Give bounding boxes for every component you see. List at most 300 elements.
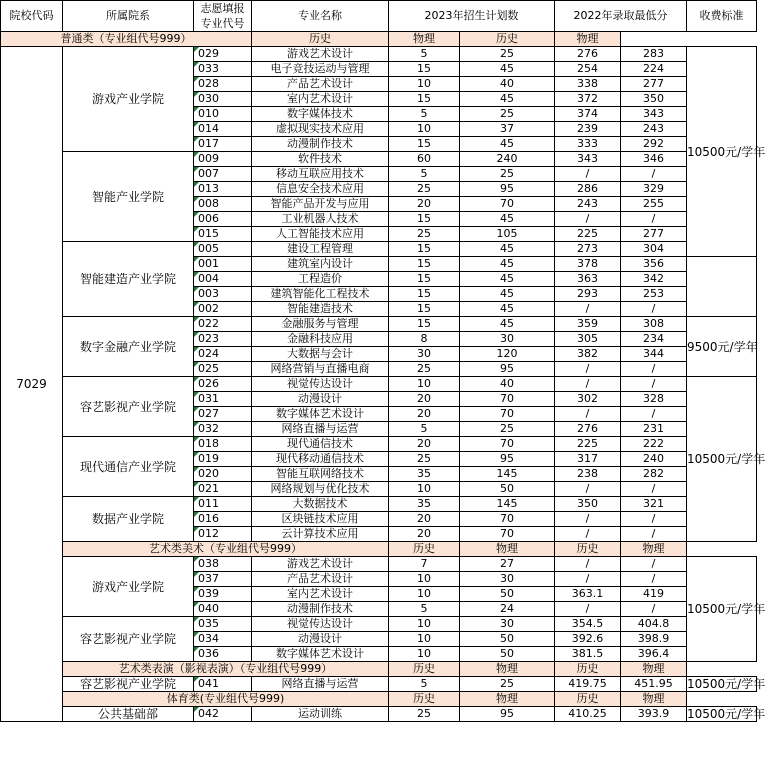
min-score-physics-2022: 255: [621, 197, 687, 212]
min-score-history-2022: /: [555, 527, 621, 542]
major-name: 信息安全技术应用: [252, 182, 389, 197]
min-score-history-2022: 338: [555, 77, 621, 92]
min-score-history-2022: 350: [555, 497, 621, 512]
major-name: 软件技术: [252, 152, 389, 167]
major-name: 室内艺术设计: [252, 587, 389, 602]
college-name: 智能产业学院: [63, 152, 194, 242]
plan-history-2023: 5: [389, 422, 460, 437]
plan-physics-2023: 30: [460, 617, 555, 632]
min-score-physics-2022: /: [621, 302, 687, 317]
plan-history-2023: 15: [389, 137, 460, 152]
major-code: 029: [194, 47, 252, 62]
min-score-physics-2022: 404.8: [621, 617, 687, 632]
major-code: 042: [194, 707, 252, 722]
major-code: 041: [194, 677, 252, 692]
subheader-physics: 物理: [621, 542, 687, 557]
major-code: 027: [194, 407, 252, 422]
header-major-code: [194, 1, 252, 32]
major-name: 网络直播与运营: [252, 422, 389, 437]
min-score-physics-2022: 346: [621, 152, 687, 167]
min-score-physics-2022: 329: [621, 182, 687, 197]
college-name: 容艺影视产业学院: [63, 617, 194, 662]
min-score-physics-2022: 396.4: [621, 647, 687, 662]
major-name: 工业机器人技术: [252, 212, 389, 227]
min-score-history-2022: 381.5: [555, 647, 621, 662]
plan-physics-2023: 45: [460, 92, 555, 107]
college-name: 容艺影视产业学院: [63, 377, 194, 437]
header-min-score-2022: 2022年录取最低分: [555, 1, 687, 32]
min-score-physics-2022: 393.9: [621, 707, 687, 722]
min-score-physics-2022: 451.95: [621, 677, 687, 692]
min-score-physics-2022: 308: [621, 317, 687, 332]
min-score-physics-2022: 283: [621, 47, 687, 62]
min-score-history-2022: /: [555, 362, 621, 377]
plan-physics-2023: 95: [460, 452, 555, 467]
table-row: [1, 677, 757, 692]
subheader-physics: 物理: [555, 32, 621, 47]
header-major-code-line1: 志愿填报: [200, 2, 245, 15]
plan-physics-2023: 70: [460, 512, 555, 527]
major-code: 003: [194, 287, 252, 302]
min-score-physics-2022: /: [621, 602, 687, 617]
plan-physics-2023: 95: [460, 182, 555, 197]
plan-physics-2023: 45: [460, 302, 555, 317]
major-name: 网络营销与直播电商: [252, 362, 389, 377]
min-score-history-2022: 238: [555, 467, 621, 482]
plan-history-2023: 5: [389, 107, 460, 122]
plan-physics-2023: 45: [460, 62, 555, 77]
major-name: 产品艺术设计: [252, 572, 389, 587]
plan-history-2023: 7: [389, 557, 460, 572]
plan-physics-2023: 24: [460, 602, 555, 617]
plan-physics-2023: 27: [460, 557, 555, 572]
plan-history-2023: 10: [389, 587, 460, 602]
college-name: 游戏产业学院: [63, 47, 194, 152]
major-name: 虚拟现实技术应用: [252, 122, 389, 137]
section-title: 艺术类美术（专业组代号999）: [63, 542, 389, 557]
min-score-history-2022: 254: [555, 62, 621, 77]
tuition-fee: 9500元/学年: [687, 317, 757, 377]
plan-history-2023: 8: [389, 332, 460, 347]
section-title: 普通类（专业组代号999）: [1, 32, 252, 47]
major-name: 网络规划与优化技术: [252, 482, 389, 497]
major-code: 030: [194, 92, 252, 107]
plan-physics-2023: 70: [460, 437, 555, 452]
major-code: 037: [194, 572, 252, 587]
plan-history-2023: 60: [389, 152, 460, 167]
plan-history-2023: 15: [389, 62, 460, 77]
plan-physics-2023: 105: [460, 227, 555, 242]
tuition-fee: 10500元/学年: [687, 557, 757, 662]
min-score-physics-2022: /: [621, 512, 687, 527]
min-score-history-2022: /: [555, 302, 621, 317]
header-plan-2023: 2023年招生计划数: [389, 1, 555, 32]
table-row: [1, 497, 757, 512]
min-score-history-2022: 333: [555, 137, 621, 152]
college-name: 公共基础部: [63, 707, 194, 722]
subheader-physics: 物理: [621, 692, 687, 707]
major-name: 游戏艺术设计: [252, 47, 389, 62]
subheader-history: 历史: [460, 32, 555, 47]
subheader-history: 历史: [252, 32, 389, 47]
subheader-history: 历史: [389, 692, 460, 707]
plan-history-2023: 35: [389, 467, 460, 482]
plan-history-2023: 20: [389, 527, 460, 542]
subheader-physics: 物理: [389, 32, 460, 47]
min-score-history-2022: /: [555, 377, 621, 392]
major-name: 产品艺术设计: [252, 77, 389, 92]
min-score-history-2022: 419.75: [555, 677, 621, 692]
subheader-history: 历史: [389, 542, 460, 557]
plan-history-2023: 25: [389, 362, 460, 377]
major-name: 智能建造技术: [252, 302, 389, 317]
subheader-history: 历史: [389, 662, 460, 677]
major-code: 038: [194, 557, 252, 572]
table-row: [1, 152, 757, 167]
header-fee: 收费标准: [687, 1, 757, 32]
min-score-physics-2022: 350: [621, 92, 687, 107]
min-score-physics-2022: 398.9: [621, 632, 687, 647]
major-code: 020: [194, 467, 252, 482]
plan-history-2023: 20: [389, 512, 460, 527]
plan-physics-2023: 40: [460, 377, 555, 392]
major-code: 010: [194, 107, 252, 122]
major-name: 智能产品开发与应用: [252, 197, 389, 212]
major-code: 002: [194, 302, 252, 317]
plan-physics-2023: 45: [460, 317, 555, 332]
major-name: 智能互联网络技术: [252, 467, 389, 482]
min-score-physics-2022: 277: [621, 77, 687, 92]
plan-history-2023: 5: [389, 602, 460, 617]
min-score-history-2022: 392.6: [555, 632, 621, 647]
table-row: [1, 707, 757, 722]
min-score-history-2022: 225: [555, 437, 621, 452]
plan-physics-2023: 240: [460, 152, 555, 167]
min-score-history-2022: 225: [555, 227, 621, 242]
min-score-history-2022: 354.5: [555, 617, 621, 632]
min-score-history-2022: 243: [555, 197, 621, 212]
major-name: 现代移动通信技术: [252, 452, 389, 467]
plan-history-2023: 10: [389, 632, 460, 647]
min-score-physics-2022: 342: [621, 272, 687, 287]
major-code: 039: [194, 587, 252, 602]
major-code: 015: [194, 227, 252, 242]
plan-physics-2023: 95: [460, 707, 555, 722]
min-score-physics-2022: 240: [621, 452, 687, 467]
major-name: 电子竞技运动与管理: [252, 62, 389, 77]
min-score-physics-2022: /: [621, 362, 687, 377]
major-code: 022: [194, 317, 252, 332]
major-code: 036: [194, 647, 252, 662]
min-score-physics-2022: 292: [621, 137, 687, 152]
plan-history-2023: 15: [389, 317, 460, 332]
section-header-row: [1, 32, 757, 47]
min-score-history-2022: /: [555, 602, 621, 617]
min-score-history-2022: 359: [555, 317, 621, 332]
major-code: 032: [194, 422, 252, 437]
plan-physics-2023: 50: [460, 647, 555, 662]
college-name: 智能建造产业学院: [63, 242, 194, 317]
table-row: [1, 557, 757, 572]
major-code: 009: [194, 152, 252, 167]
min-score-physics-2022: /: [621, 557, 687, 572]
plan-history-2023: 10: [389, 617, 460, 632]
plan-physics-2023: 50: [460, 587, 555, 602]
plan-history-2023: 10: [389, 647, 460, 662]
college-name: 现代通信产业学院: [63, 437, 194, 497]
min-score-physics-2022: 328: [621, 392, 687, 407]
major-code: 040: [194, 602, 252, 617]
table-row: [1, 317, 757, 332]
major-code: 019: [194, 452, 252, 467]
major-code: 001: [194, 257, 252, 272]
tuition-fee: 10500元/学年: [687, 707, 765, 721]
plan-history-2023: 10: [389, 572, 460, 587]
plan-history-2023: 5: [389, 167, 460, 182]
plan-history-2023: 25: [389, 227, 460, 242]
major-name: 建筑智能化工程技术: [252, 287, 389, 302]
major-name: 大数据与会计: [252, 347, 389, 362]
min-score-history-2022: 363: [555, 272, 621, 287]
major-code: 011: [194, 497, 252, 512]
major-name: 建设工程管理: [252, 242, 389, 257]
major-code: 033: [194, 62, 252, 77]
tuition-fee: 10500元/学年: [687, 377, 757, 542]
plan-physics-2023: 25: [460, 677, 555, 692]
plan-history-2023: 10: [389, 77, 460, 92]
plan-physics-2023: 25: [460, 167, 555, 182]
plan-physics-2023: 70: [460, 392, 555, 407]
plan-physics-2023: 45: [460, 272, 555, 287]
plan-physics-2023: 50: [460, 482, 555, 497]
plan-history-2023: 10: [389, 122, 460, 137]
min-score-history-2022: /: [555, 572, 621, 587]
major-code: 028: [194, 77, 252, 92]
plan-history-2023: 30: [389, 347, 460, 362]
plan-history-2023: 5: [389, 47, 460, 62]
table-row: [1, 242, 757, 257]
plan-physics-2023: 30: [460, 332, 555, 347]
major-code: 018: [194, 437, 252, 452]
major-name: 室内艺术设计: [252, 92, 389, 107]
min-score-physics-2022: 234: [621, 332, 687, 347]
major-code: 017: [194, 137, 252, 152]
plan-history-2023: 25: [389, 182, 460, 197]
min-score-physics-2022: 222: [621, 437, 687, 452]
min-score-history-2022: 286: [555, 182, 621, 197]
table-row: [1, 377, 757, 392]
min-score-history-2022: 239: [555, 122, 621, 137]
major-name: 大数据技术: [252, 497, 389, 512]
min-score-history-2022: /: [555, 407, 621, 422]
major-name: 动漫制作技术: [252, 602, 389, 617]
college-name: 游戏产业学院: [63, 557, 194, 617]
major-name: 工程造价: [252, 272, 389, 287]
min-score-physics-2022: /: [621, 482, 687, 497]
min-score-physics-2022: /: [621, 407, 687, 422]
min-score-physics-2022: 224: [621, 62, 687, 77]
plan-physics-2023: 45: [460, 242, 555, 257]
major-code: 004: [194, 272, 252, 287]
min-score-history-2022: 305: [555, 332, 621, 347]
major-code: 008: [194, 197, 252, 212]
min-score-physics-2022: /: [621, 527, 687, 542]
min-score-physics-2022: /: [621, 212, 687, 227]
min-score-history-2022: 293: [555, 287, 621, 302]
min-score-physics-2022: 231: [621, 422, 687, 437]
school-code: 7029: [1, 47, 63, 722]
major-code: 007: [194, 167, 252, 182]
major-name: 视觉传达设计: [252, 377, 389, 392]
plan-physics-2023: 145: [460, 497, 555, 512]
min-score-physics-2022: /: [621, 572, 687, 587]
plan-history-2023: 25: [389, 707, 460, 722]
plan-physics-2023: 70: [460, 407, 555, 422]
table-row: [1, 617, 757, 632]
plan-history-2023: 20: [389, 392, 460, 407]
plan-physics-2023: 70: [460, 527, 555, 542]
section-header-row: [1, 542, 757, 557]
min-score-history-2022: 372: [555, 92, 621, 107]
major-name: 金融服务与管理: [252, 317, 389, 332]
major-name: 动漫设计: [252, 392, 389, 407]
major-code: 014: [194, 122, 252, 137]
major-code: 023: [194, 332, 252, 347]
plan-history-2023: 15: [389, 92, 460, 107]
major-code: 006: [194, 212, 252, 227]
major-code: 031: [194, 392, 252, 407]
plan-physics-2023: 145: [460, 467, 555, 482]
major-code: 012: [194, 527, 252, 542]
major-name: 数字媒体技术: [252, 107, 389, 122]
min-score-history-2022: /: [555, 167, 621, 182]
major-code: 034: [194, 632, 252, 647]
min-score-physics-2022: 344: [621, 347, 687, 362]
min-score-physics-2022: 282: [621, 467, 687, 482]
plan-physics-2023: 30: [460, 572, 555, 587]
plan-physics-2023: 45: [460, 257, 555, 272]
table-row: [1, 47, 757, 62]
min-score-physics-2022: 253: [621, 287, 687, 302]
plan-history-2023: 5: [389, 677, 460, 692]
plan-physics-2023: 70: [460, 197, 555, 212]
min-score-physics-2022: 356: [621, 257, 687, 272]
plan-history-2023: 35: [389, 497, 460, 512]
plan-physics-2023: 95: [460, 362, 555, 377]
major-code: 005: [194, 242, 252, 257]
plan-physics-2023: 25: [460, 422, 555, 437]
min-score-history-2022: 276: [555, 47, 621, 62]
min-score-physics-2022: /: [621, 167, 687, 182]
major-name: 金融科技应用: [252, 332, 389, 347]
major-name: 游戏艺术设计: [252, 557, 389, 572]
header-school-code: 院校代码: [1, 1, 63, 32]
plan-history-2023: 15: [389, 257, 460, 272]
plan-physics-2023: 25: [460, 47, 555, 62]
min-score-physics-2022: 277: [621, 227, 687, 242]
plan-physics-2023: 50: [460, 632, 555, 647]
college-name: 容艺影视产业学院: [63, 677, 194, 692]
major-name: 移动互联应用技术: [252, 167, 389, 182]
plan-history-2023: 10: [389, 482, 460, 497]
major-code: 035: [194, 617, 252, 632]
plan-physics-2023: 120: [460, 347, 555, 362]
tuition-fee: 10500元/学年: [687, 47, 757, 257]
header-major-name: 专业名称: [252, 1, 389, 32]
min-score-history-2022: 363.1: [555, 587, 621, 602]
plan-physics-2023: 25: [460, 107, 555, 122]
min-score-history-2022: 382: [555, 347, 621, 362]
plan-physics-2023: 45: [460, 212, 555, 227]
major-code: 025: [194, 362, 252, 377]
section-title: 艺术类表演（影视表演）（专业组代号999）: [63, 662, 389, 677]
college-name: 数据产业学院: [63, 497, 194, 542]
min-score-physics-2022: 419: [621, 587, 687, 602]
min-score-physics-2022: 304: [621, 242, 687, 257]
header-major-code-line2: 专业代号: [200, 17, 245, 30]
major-name: 动漫制作技术: [252, 137, 389, 152]
min-score-physics-2022: 321: [621, 497, 687, 512]
plan-history-2023: 25: [389, 452, 460, 467]
tuition-fee: 10500元/学年: [687, 677, 765, 691]
plan-physics-2023: 45: [460, 137, 555, 152]
major-code: 026: [194, 377, 252, 392]
major-name: 数字媒体艺术设计: [252, 647, 389, 662]
major-code: 016: [194, 512, 252, 527]
subheader-history: 历史: [555, 662, 621, 677]
min-score-history-2022: /: [555, 212, 621, 227]
plan-physics-2023: 37: [460, 122, 555, 137]
min-score-physics-2022: /: [621, 377, 687, 392]
min-score-history-2022: /: [555, 557, 621, 572]
major-code: 021: [194, 482, 252, 497]
section-header-row: [1, 662, 757, 677]
major-name: 运动训练: [252, 707, 389, 722]
min-score-history-2022: 410.25: [555, 707, 621, 722]
plan-history-2023: 20: [389, 437, 460, 452]
plan-history-2023: 15: [389, 212, 460, 227]
subheader-history: 历史: [555, 692, 621, 707]
major-code: 013: [194, 182, 252, 197]
major-name: 建筑室内设计: [252, 257, 389, 272]
plan-physics-2023: 45: [460, 287, 555, 302]
section-title: 体育类(专业组代号999): [63, 692, 389, 707]
min-score-history-2022: 378: [555, 257, 621, 272]
subheader-physics: 物理: [460, 662, 555, 677]
plan-history-2023: 15: [389, 272, 460, 287]
subheader-physics: 物理: [621, 662, 687, 677]
min-score-history-2022: 273: [555, 242, 621, 257]
subheader-physics: 物理: [460, 692, 555, 707]
plan-history-2023: 15: [389, 287, 460, 302]
plan-history-2023: 15: [389, 302, 460, 317]
min-score-history-2022: 302: [555, 392, 621, 407]
min-score-history-2022: 276: [555, 422, 621, 437]
min-score-history-2022: 343: [555, 152, 621, 167]
min-score-history-2022: 317: [555, 452, 621, 467]
major-name: 动漫设计: [252, 632, 389, 647]
college-name: 数字金融产业学院: [63, 317, 194, 377]
plan-history-2023: 20: [389, 197, 460, 212]
min-score-history-2022: 374: [555, 107, 621, 122]
major-name: 云计算技术应用: [252, 527, 389, 542]
major-name: 网络直播与运营: [252, 677, 389, 692]
min-score-history-2022: /: [555, 512, 621, 527]
subheader-physics: 物理: [460, 542, 555, 557]
min-score-physics-2022: 243: [621, 122, 687, 137]
major-name: 数字媒体艺术设计: [252, 407, 389, 422]
major-name: 人工智能技术应用: [252, 227, 389, 242]
